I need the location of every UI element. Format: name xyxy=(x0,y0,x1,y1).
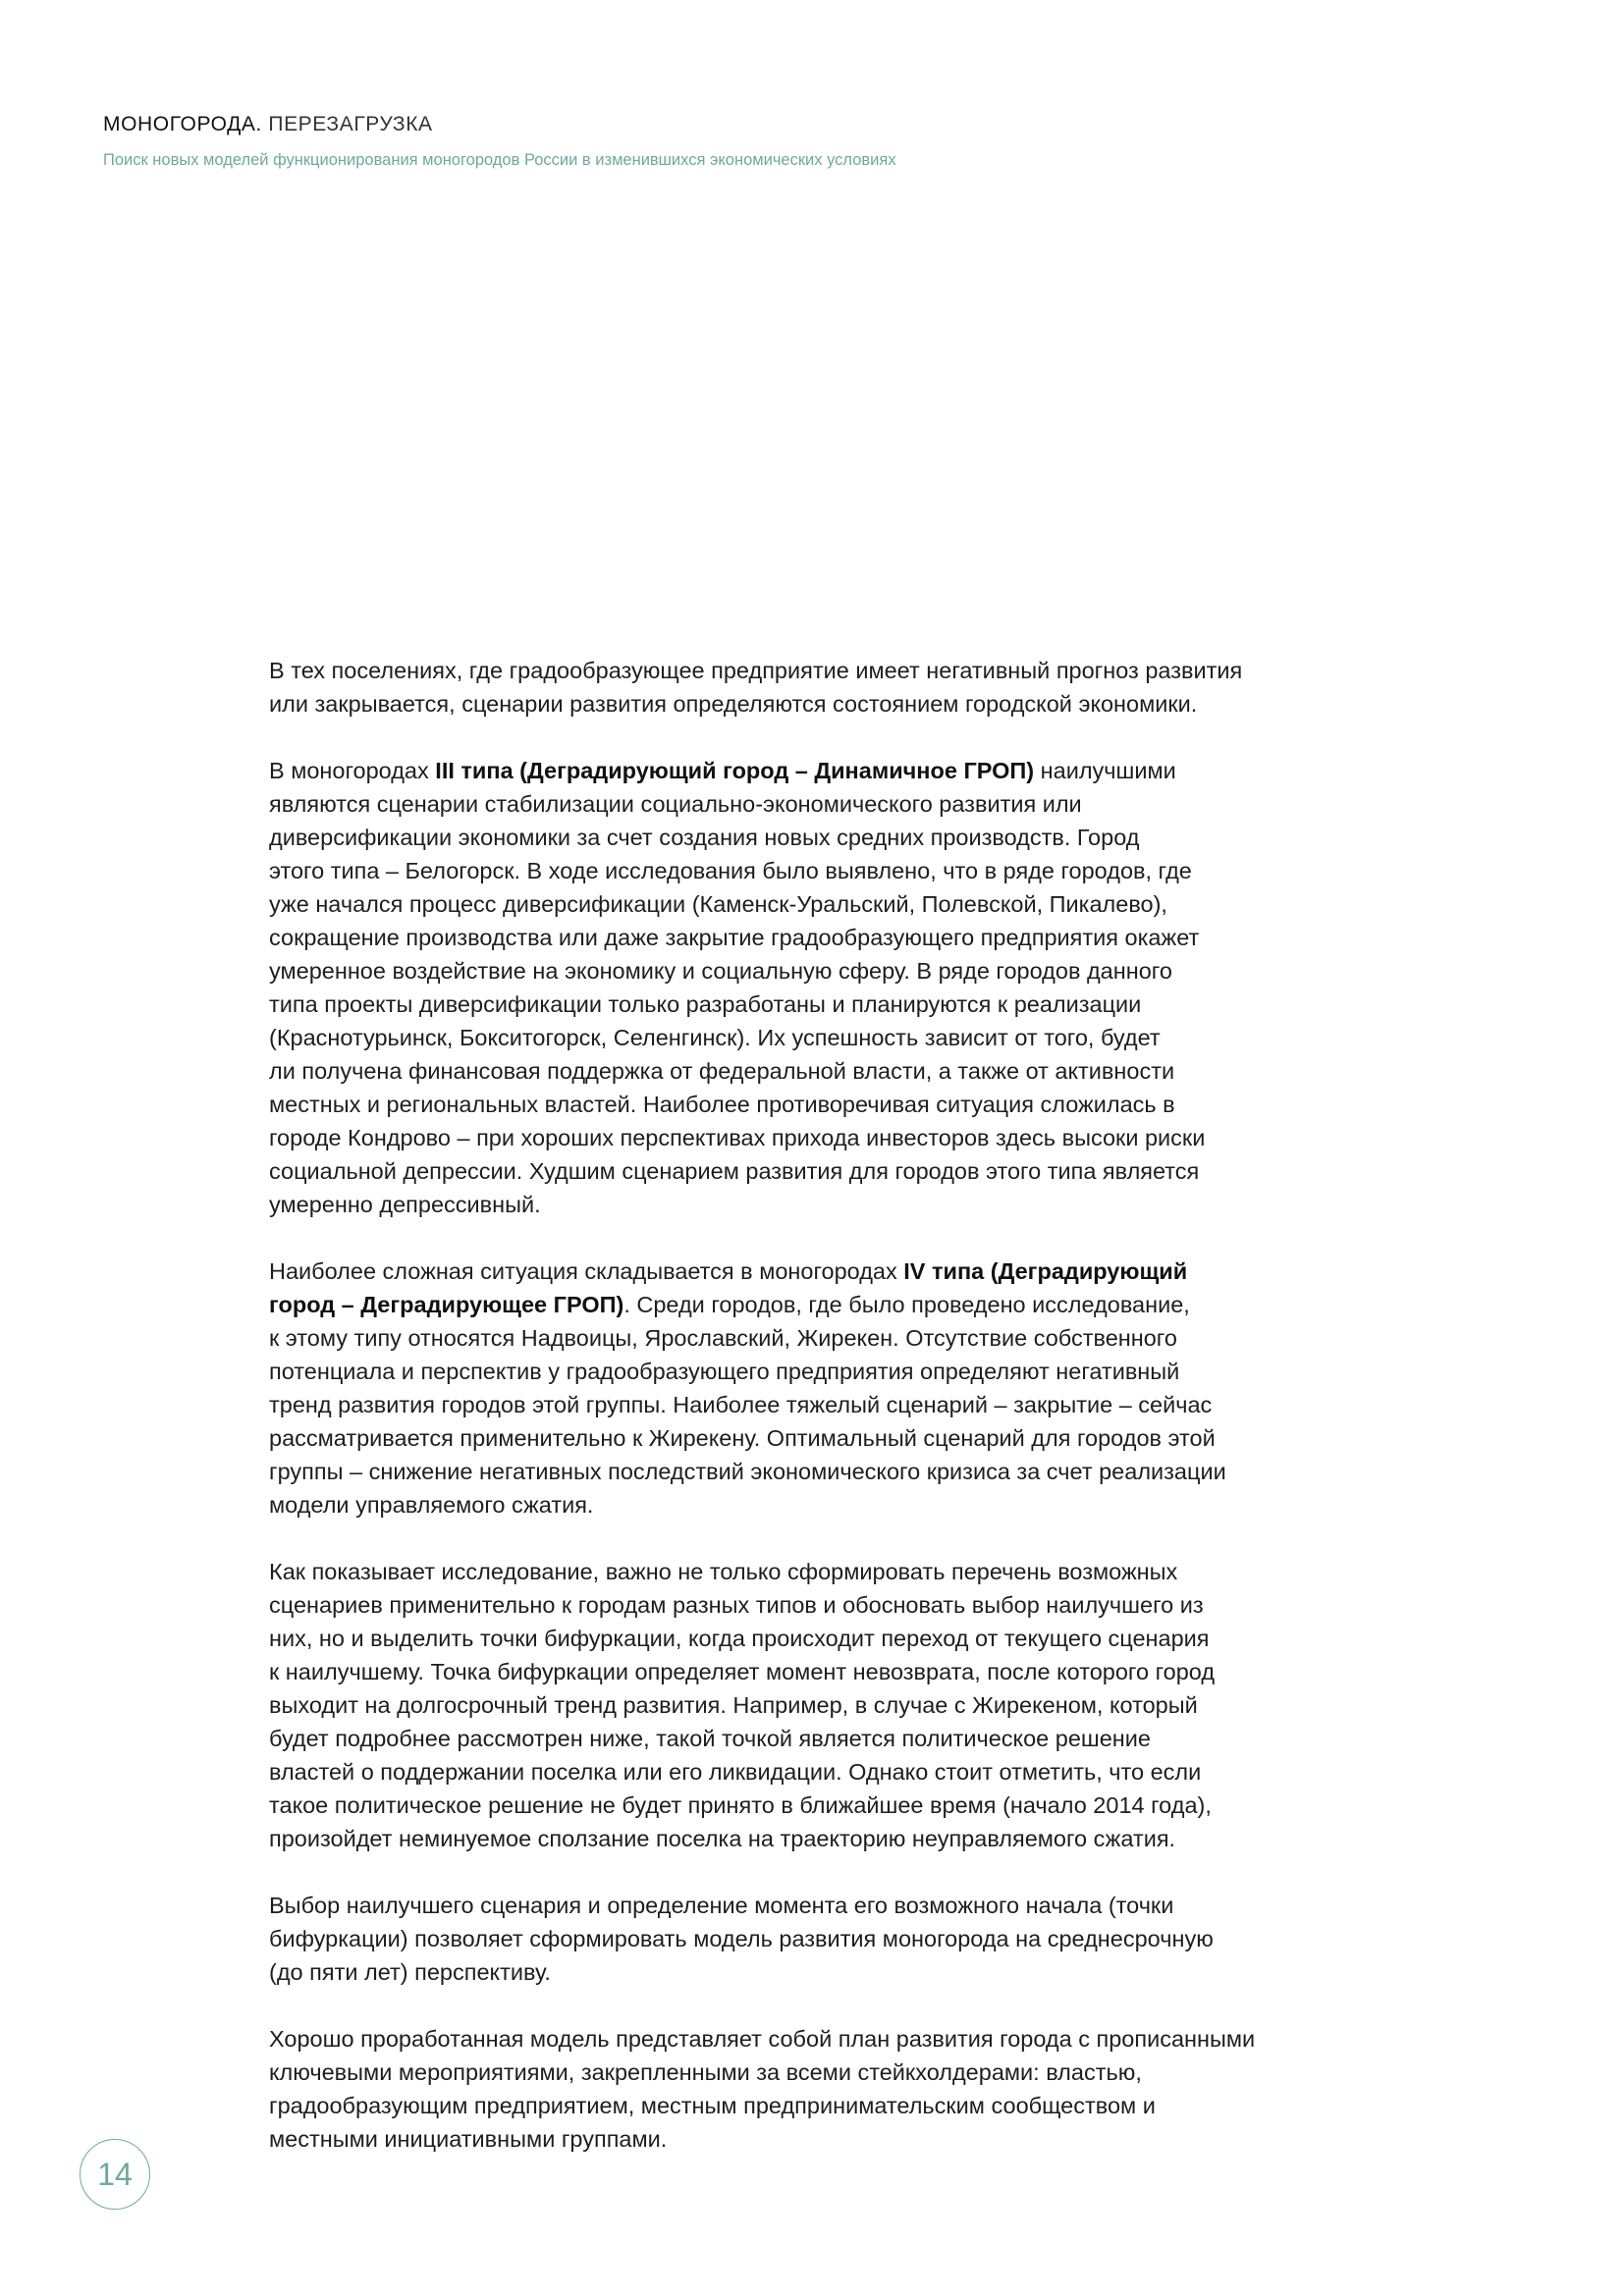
text-line: уже начался процесс диверсификации (Каменск-Уральский, Полевской, Пикалево), xyxy=(269,891,1167,917)
text-line: сценариев применительно к городам разных типов и обосновать выбор наилучшего из xyxy=(269,1592,1204,1618)
type-iii-heading: III типа (Деградирующий город – Динамичное ГРОП) xyxy=(435,758,1035,783)
text-line: такое политическое решение не будет принято в ближайшее время (начало 2014 года), xyxy=(269,1792,1212,1818)
text-run: Наиболее сложная ситуация складывается в моногородах xyxy=(269,1258,904,1284)
text-line: потенциала и перспектив у градообразующего предприятия определяют негативный xyxy=(269,1359,1180,1384)
text-line: (до пяти лет) перспективу. xyxy=(269,1959,551,1985)
text-line: (Краснотурьинск, Бокситогорск, Селенгинск). Их успешность зависит от того, будет xyxy=(269,1025,1161,1050)
paragraph-4 xyxy=(269,1555,1388,1855)
text-line: умеренно депрессивный. xyxy=(269,1192,541,1217)
text-run: наилучшими xyxy=(1034,758,1176,783)
text-line: ли получена финансовая поддержка от федеральной власти, а также от активности xyxy=(269,1058,1175,1084)
text-line: этого типа – Белогорск. В ходе исследования было выявлено, что в ряде городов, где xyxy=(269,858,1192,883)
running-header xyxy=(103,110,1478,171)
text-line: Хорошо проработанная модель представляет собой план развития города с прописанными xyxy=(269,2026,1256,2052)
page-number: 14 xyxy=(97,2156,133,2192)
publication-title-rest: ПЕРЕЗАГРУЗКА xyxy=(261,113,433,135)
text-line: городе Кондрово – при хороших перспективах прихода инвесторов здесь высоки риски xyxy=(269,1125,1206,1150)
text-line: тренд развития городов этой группы. Наиболее тяжелый сценарий – закрытие – сейчас xyxy=(269,1392,1213,1417)
text-line: Как показывает исследование, важно не только сформировать перечень возможных xyxy=(269,1559,1178,1584)
text-line xyxy=(269,754,1388,787)
publication-subtitle: Поиск новых моделей функционирования моногородов России в изменившихся экономических условиях xyxy=(103,151,896,169)
text-line: являются сценарии стабилизации социально-экономического развития или xyxy=(269,791,1082,817)
publication-title xyxy=(103,110,1478,139)
type-iv-heading-cont: город – Деградирующее ГРОП) xyxy=(269,1292,624,1317)
paragraph-3 xyxy=(269,1255,1388,1522)
body-text xyxy=(269,654,1388,2189)
text-line: них, но и выделить точки бифуркации, когда происходит переход от текущего сценария xyxy=(269,1626,1210,1651)
text-line: к этому типу относятся Надвоицы, Ярославский, Жирекен. Отсутствие собственного xyxy=(269,1325,1177,1351)
text-line: к наилучшему. Точка бифуркации определяет момент невозврата, после которого город xyxy=(269,1659,1216,1684)
text-line: выходит на долгосрочный тренд развития. Например, в случае с Жирекеном, который xyxy=(269,1692,1198,1718)
text-run: . Среди городов, где было проведено исследование, xyxy=(623,1292,1190,1317)
text-line xyxy=(269,1255,1388,1288)
text-line: модели управляемого сжатия. xyxy=(269,1492,594,1518)
text-line: ключевыми мероприятиями, закрепленными за всеми стейкхолдерами: властью, xyxy=(269,2059,1142,2085)
text-line: сокращение производства или даже закрытие градообразующего предприятия окажет xyxy=(269,925,1200,950)
paragraph-6 xyxy=(269,2022,1388,2156)
type-iv-heading: IV типа (Деградирующий xyxy=(903,1258,1188,1284)
text-line: В тех поселениях, где градообразующее предприятие имеет негативный прогноз развития xyxy=(269,658,1243,683)
paragraph-1 xyxy=(269,654,1388,721)
text-line: группы – снижение негативных последствий экономического кризиса за счет реализации xyxy=(269,1459,1226,1484)
text-line: градообразующим предприятием, местным предпринимательским сообществом и xyxy=(269,2093,1156,2118)
text-line: социальной депрессии. Худшим сценарием развития для городов этого типа является xyxy=(269,1158,1200,1184)
text-line: властей о поддержании поселка или его ликвидации. Однако стоит отметить, что если xyxy=(269,1759,1202,1785)
text-line: умеренное воздействие на экономику и социальную сферу. В ряде городов данного xyxy=(269,958,1172,984)
text-line: местных и региональных властей. Наиболее противоречивая ситуация сложилась в xyxy=(269,1092,1175,1117)
text-line: рассматривается применительно к Жирекену. Оптимальный сценарий для городов этой xyxy=(269,1425,1216,1451)
paragraph-2 xyxy=(269,754,1388,1221)
text-line: будет подробнее рассмотрен ниже, такой точкой является политическое решение xyxy=(269,1726,1151,1751)
text-line: бифуркации) позволяет сформировать модель развития моногорода на среднесрочную xyxy=(269,1926,1214,1951)
text-line: произойдет неминуемое сползание поселка на траекторию неуправляемого сжатия. xyxy=(269,1826,1176,1851)
page-number-badge xyxy=(80,2139,150,2210)
text-line xyxy=(269,1288,1388,1321)
text-line: типа проекты диверсификации только разработаны и планируются к реализации xyxy=(269,991,1142,1017)
paragraph-5 xyxy=(269,1889,1388,1989)
text-line: местными инициативными группами. xyxy=(269,2126,668,2152)
text-line: диверсификации экономики за счет создания новых средних производств. Город xyxy=(269,825,1140,850)
text-line: Выбор наилучшего сценария и определение момента его возможного начала (точки xyxy=(269,1893,1174,1918)
text-run: В моногородах xyxy=(269,758,436,783)
publication-title-main: МОНОГОРОДА. xyxy=(103,113,262,135)
text-line: или закрывается, сценарии развития определяются состоянием городской экономики. xyxy=(269,691,1198,717)
